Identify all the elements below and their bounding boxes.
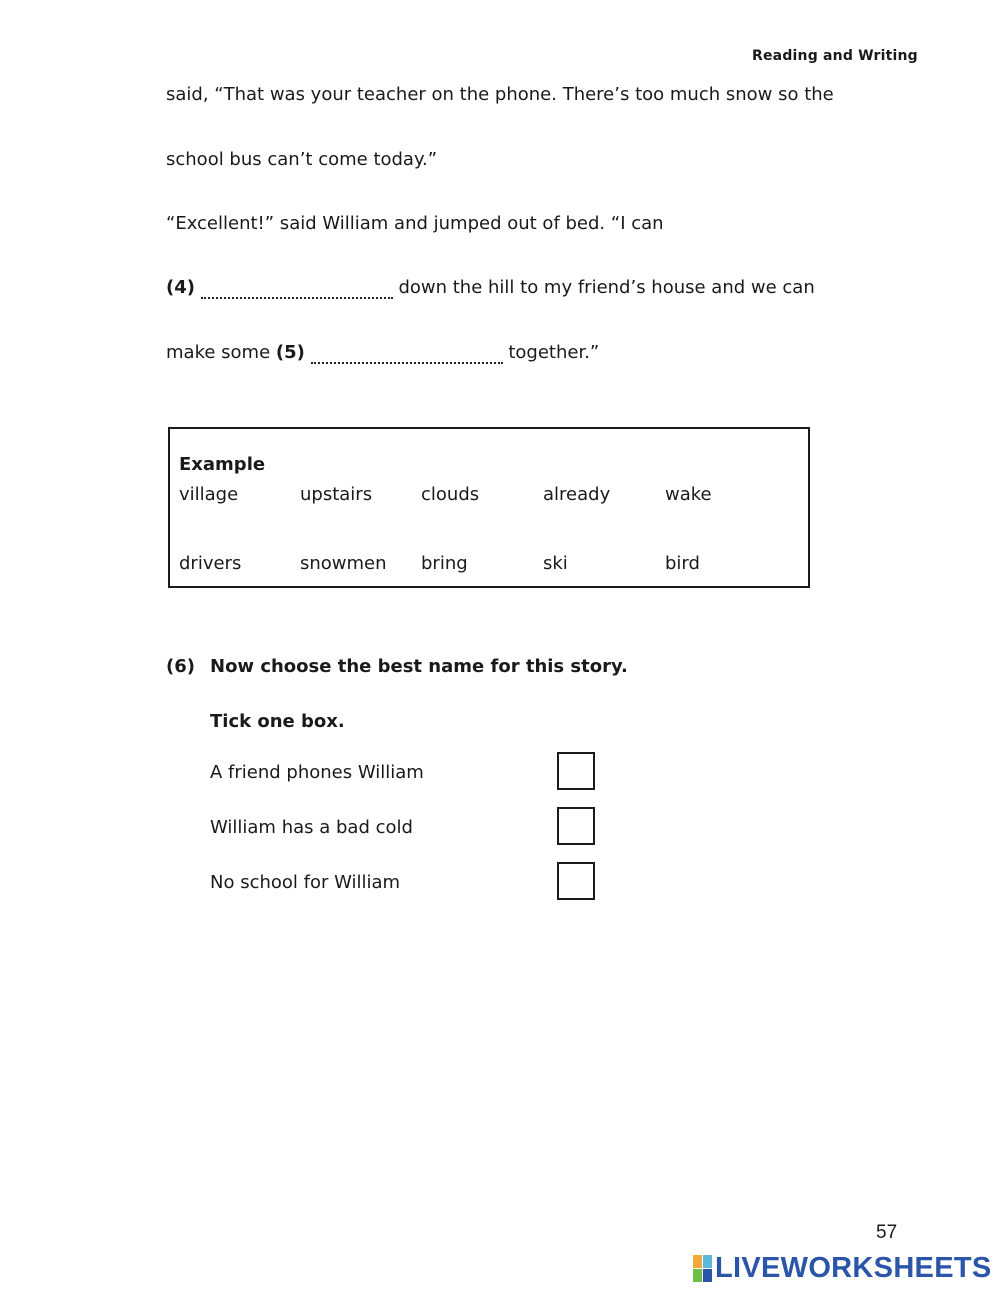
option-label-1: A friend phones William <box>210 762 424 783</box>
word-village: village <box>179 484 239 505</box>
word-ski: ski <box>543 553 568 574</box>
answer-5-blank[interactable] <box>311 344 503 364</box>
story-line-1: said, “That was your teacher on the phone. There’s too much snow so the <box>166 84 834 105</box>
question-4-label: (4) <box>166 277 195 298</box>
option-label-3: No school for William <box>210 872 401 893</box>
word-drivers: drivers <box>179 553 242 574</box>
tick-box-3[interactable] <box>557 862 595 900</box>
word-wake: wake <box>665 484 712 505</box>
word-already: already <box>543 484 611 505</box>
question-6-prompt: Now choose the best name for this story. <box>210 656 628 677</box>
answer-4-blank[interactable] <box>201 279 393 299</box>
example-title: Example <box>179 454 266 475</box>
option-label-2: William has a bad cold <box>210 817 413 838</box>
tick-box-1[interactable] <box>557 752 595 790</box>
page-number: 57 <box>876 1222 898 1243</box>
question-6-instruction: Tick one box. <box>210 711 345 732</box>
story-line-5 <box>166 342 599 364</box>
story-line-2: school bus can’t come today.” <box>166 149 438 170</box>
brand-name: LIVEWORKSHEETS <box>715 1252 992 1284</box>
tick-box-2[interactable] <box>557 807 595 845</box>
logo-tiles-icon <box>693 1255 712 1282</box>
word-upstairs: upstairs <box>300 484 373 505</box>
story-line-3: “Excellent!” said William and jumped out of bed. “I can <box>166 213 664 234</box>
word-box <box>168 427 810 588</box>
question-5-label: (5) <box>275 342 305 363</box>
story-line-5-start: make some <box>166 342 271 363</box>
word-bird: bird <box>665 553 700 574</box>
word-clouds: clouds <box>421 484 480 505</box>
word-snowmen: snowmen <box>300 553 387 574</box>
word-bring: bring <box>421 553 468 574</box>
section-header: Reading and Writing <box>752 48 918 64</box>
story-line-4-rest: down the hill to my friend’s house and we can <box>398 277 815 298</box>
liveworksheets-logo[interactable] <box>693 1252 992 1285</box>
story-line-5-end: together.” <box>508 342 600 363</box>
question-6-number: (6) <box>166 656 195 677</box>
story-line-4 <box>166 277 815 299</box>
